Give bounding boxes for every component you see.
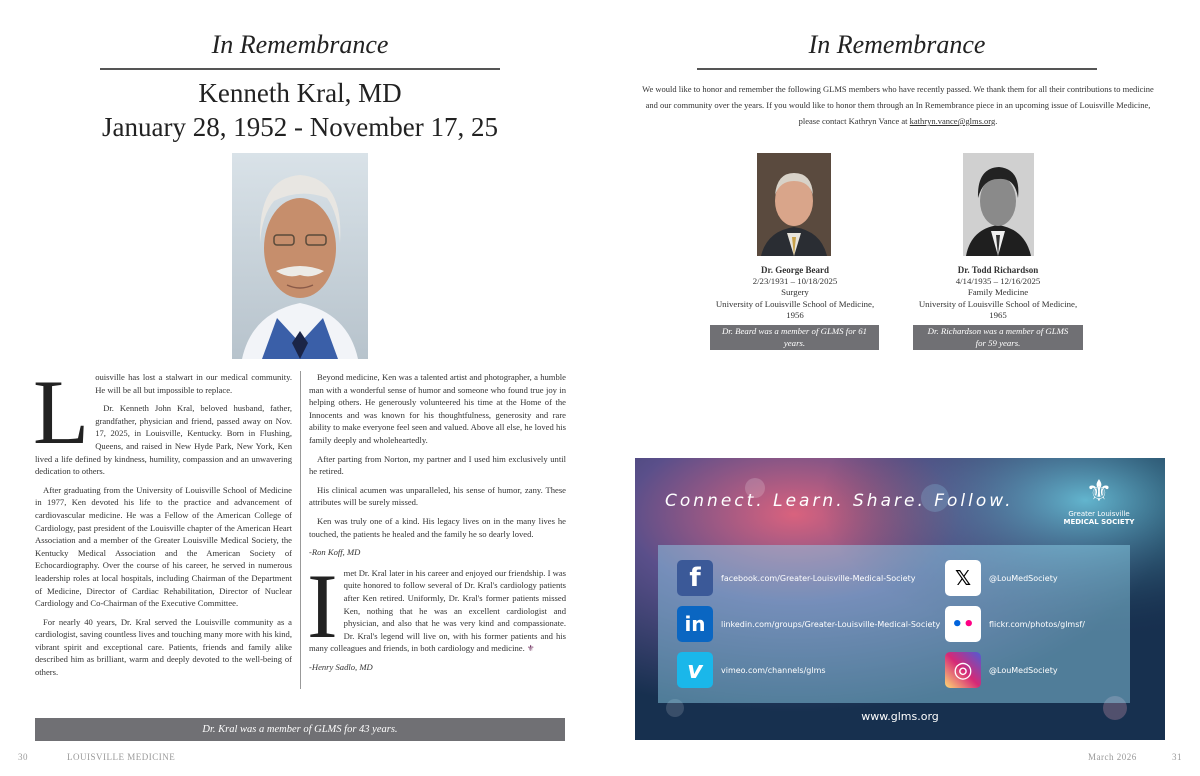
social-linkedin[interactable] (677, 606, 940, 642)
social-media-ad (635, 458, 1165, 740)
beard-portrait (757, 153, 831, 256)
col1-paragraph-2: Dr. Kenneth John Kral, beloved husband, father, grandfather, physician and friend, passed away on Nov. 17, 2025, in Louisville, Kentucky. Born in Flushing, Queens, and raised in New Hyde Park, New York, Ken lived a life defined by kindness, humility, compassion and an unwavering dedication to others. (35, 403, 292, 477)
dropcap-i: I (307, 554, 338, 657)
linkedin-icon: in (677, 606, 713, 642)
right-title-rule (697, 68, 1097, 70)
signature-koff: -Ron Koff, MD (309, 547, 361, 558)
article-column-1 (33, 361, 292, 685)
publication-name: LOUISVILLE MEDICINE (67, 752, 176, 762)
member-richardson-name: Dr. Todd Richardson (957, 265, 1039, 275)
ad-tagline: Connect. Learn. Share. Follow. (665, 491, 1014, 511)
contact-email-link[interactable]: kathryn.vance@glms.org (909, 116, 996, 126)
fleur-de-lis-logo-icon: ⚜ (1085, 475, 1113, 508)
vimeo-icon: v (677, 652, 713, 688)
intro-text (638, 81, 1158, 129)
vimeo-url[interactable]: vimeo.com/channels/glms (721, 665, 826, 675)
glms-logo-text (1050, 510, 1148, 526)
col2-paragraph-5-text: met Dr. Kral later in his career and enjoyed our friendship. I was quite honored to follow several of Dr. Kral's cardiology patients after Ken retired. Uniformly, Dr. Kral's former patients missed Ken, nothing that he was an excellent cardiologist and physician, and also that he was very kind and compassionate. Dr. Kral's legend will live on, with his former patients and his many colleagues and friends, in both cardiology and medicine. (309, 567, 566, 654)
ad-website[interactable]: www.glms.org (861, 710, 939, 723)
social-facebook[interactable] (677, 560, 916, 596)
kral-membership-banner: Dr. Kral was a member of GLMS for 43 years. (35, 718, 565, 741)
signature-sadlo: -Henry Sadlo, MD (309, 661, 373, 672)
intro-body: We would like to honor and remember the following GLMS members who have recently passed. We thank them for all their contributions to medicine and our community over the years. If you would like to honor them through an In Remembrance piece in an upcoming issue of Louisville Medicine, please contact Kathryn Vance at (642, 84, 1154, 126)
issue-date: March 2026 (1088, 752, 1137, 762)
column-divider (300, 371, 301, 689)
social-instagram[interactable] (945, 652, 1058, 688)
facebook-url[interactable]: facebook.com/Greater-Louisville-Medical-Society (721, 573, 916, 583)
member-beard-school: University of Louisville School of Medicine, (715, 298, 875, 309)
richardson-membership-banner: Dr. Richardson was a member of GLMS for 59 years. (913, 325, 1083, 350)
col2-paragraph-3: His clinical acumen was unparalleled, his sense of humor, zany. These attributes will be surely missed. (309, 484, 566, 508)
col1-paragraph-3: After graduating from the University of Louisville School of Medicine in 1977, Ken devoted his life to the practice and advancement of cardiovascular medicine. He was a Fellow of the American College of Cardiology, past president of the Louisville chapter of the American Heart Association and a member of the Greater Louisville Medical Society, the Kentucky Medical Association and the American Society of Echocardiography. Over the course of his career, he served in numerous leadership roles at local hospitals, including Chairman of the Department of Medicine, Director of Cardiac Rehabilitation, Director of Nuclear Cardiology and Co-Chairman of the Executive Committee. (35, 484, 292, 609)
linkedin-url[interactable]: linkedin.com/groups/Greater-Louisville-Medical-Society (721, 619, 941, 629)
left-title-rule (100, 68, 500, 70)
member-richardson-specialty: Family Medicine (967, 287, 1029, 298)
honoree-dates: January 28, 1952 - November 17, 25 (102, 112, 498, 142)
member-beard (705, 265, 885, 321)
richardson-portrait (963, 153, 1034, 256)
left-section-title: In Remembrance (211, 30, 389, 59)
honoree-name: Kenneth Kral, MD (198, 78, 402, 108)
col2-paragraph-4: Ken was truly one of a kind. His legacy lives on in the many lives he touched, the patients he healed and the family he so dearly loved. (309, 515, 566, 539)
glms-logo-line1: Greater Louisville (1068, 510, 1130, 518)
col1-paragraph-1: ouisville has lost a stalwart in our medical community. He will be all but impossible to replace. (95, 372, 292, 395)
member-beard-dates: 2/23/1931 – 10/18/2025 (752, 276, 838, 287)
right-page-number: 31 (1172, 752, 1182, 762)
member-richardson-dates: 4/14/1935 – 12/16/2025 (955, 276, 1041, 287)
instagram-handle[interactable]: @LouMedSociety (989, 665, 1058, 675)
social-x[interactable] (945, 560, 1058, 596)
glms-logo-line2: MEDICAL SOCIETY (1063, 518, 1135, 526)
col2-paragraph-1: Beyond medicine, Ken was a talented artist and photographer, a humble man with a wonderful sense of humor and someone who found true joy in helping others. He generously volunteered his time at the Home of the Innocents and was known for his thoughtfulness, generosity and rare ability to make everyone feel seen and valued. Above all else, he loved his family deeply and wholeheartedly. (309, 372, 566, 445)
member-richardson (908, 265, 1088, 321)
flickr-url[interactable]: flickr.com/photos/glmsf/ (989, 619, 1085, 629)
x-handle[interactable]: @LouMedSociety (989, 573, 1058, 583)
member-richardson-year: 1965 (989, 309, 1007, 320)
member-beard-name: Dr. George Beard (761, 265, 829, 275)
fleur-de-lis-icon: ⚜ (526, 643, 535, 654)
dropcap-l: L (33, 361, 90, 463)
member-beard-year: 1956 (786, 309, 804, 320)
article-column-2 (309, 371, 566, 681)
right-section-title: In Remembrance (808, 30, 986, 59)
x-icon: 𝕏 (945, 560, 981, 596)
col2-paragraph-5 (307, 554, 566, 657)
social-flickr[interactable] (945, 606, 1085, 642)
intro-end: . (995, 116, 998, 126)
member-beard-specialty: Surgery (781, 287, 809, 298)
social-vimeo[interactable] (677, 652, 826, 688)
flickr-icon: • • (945, 606, 981, 642)
facebook-icon: f (677, 560, 713, 596)
instagram-icon: ◎ (945, 652, 981, 688)
col2-paragraph-2: After parting from Norton, my partner and I used him exclusively until he retired. (309, 453, 566, 477)
beard-membership-banner: Dr. Beard was a member of GLMS for 61 years. (710, 325, 879, 350)
kral-portrait (232, 153, 368, 359)
col1-paragraph-4: For nearly 40 years, Dr. Kral served the Louisville community as a cardiologist, saving countless lives and touching many more with his kind, vibrant spirit and exceptional care. Patients, friends and family alike described him as brilliant, warm and deeply devoted to the well-being of others. (35, 616, 292, 678)
member-richardson-school: University of Louisville School of Medicine, (918, 298, 1078, 309)
left-page-number: 30 (18, 752, 28, 762)
